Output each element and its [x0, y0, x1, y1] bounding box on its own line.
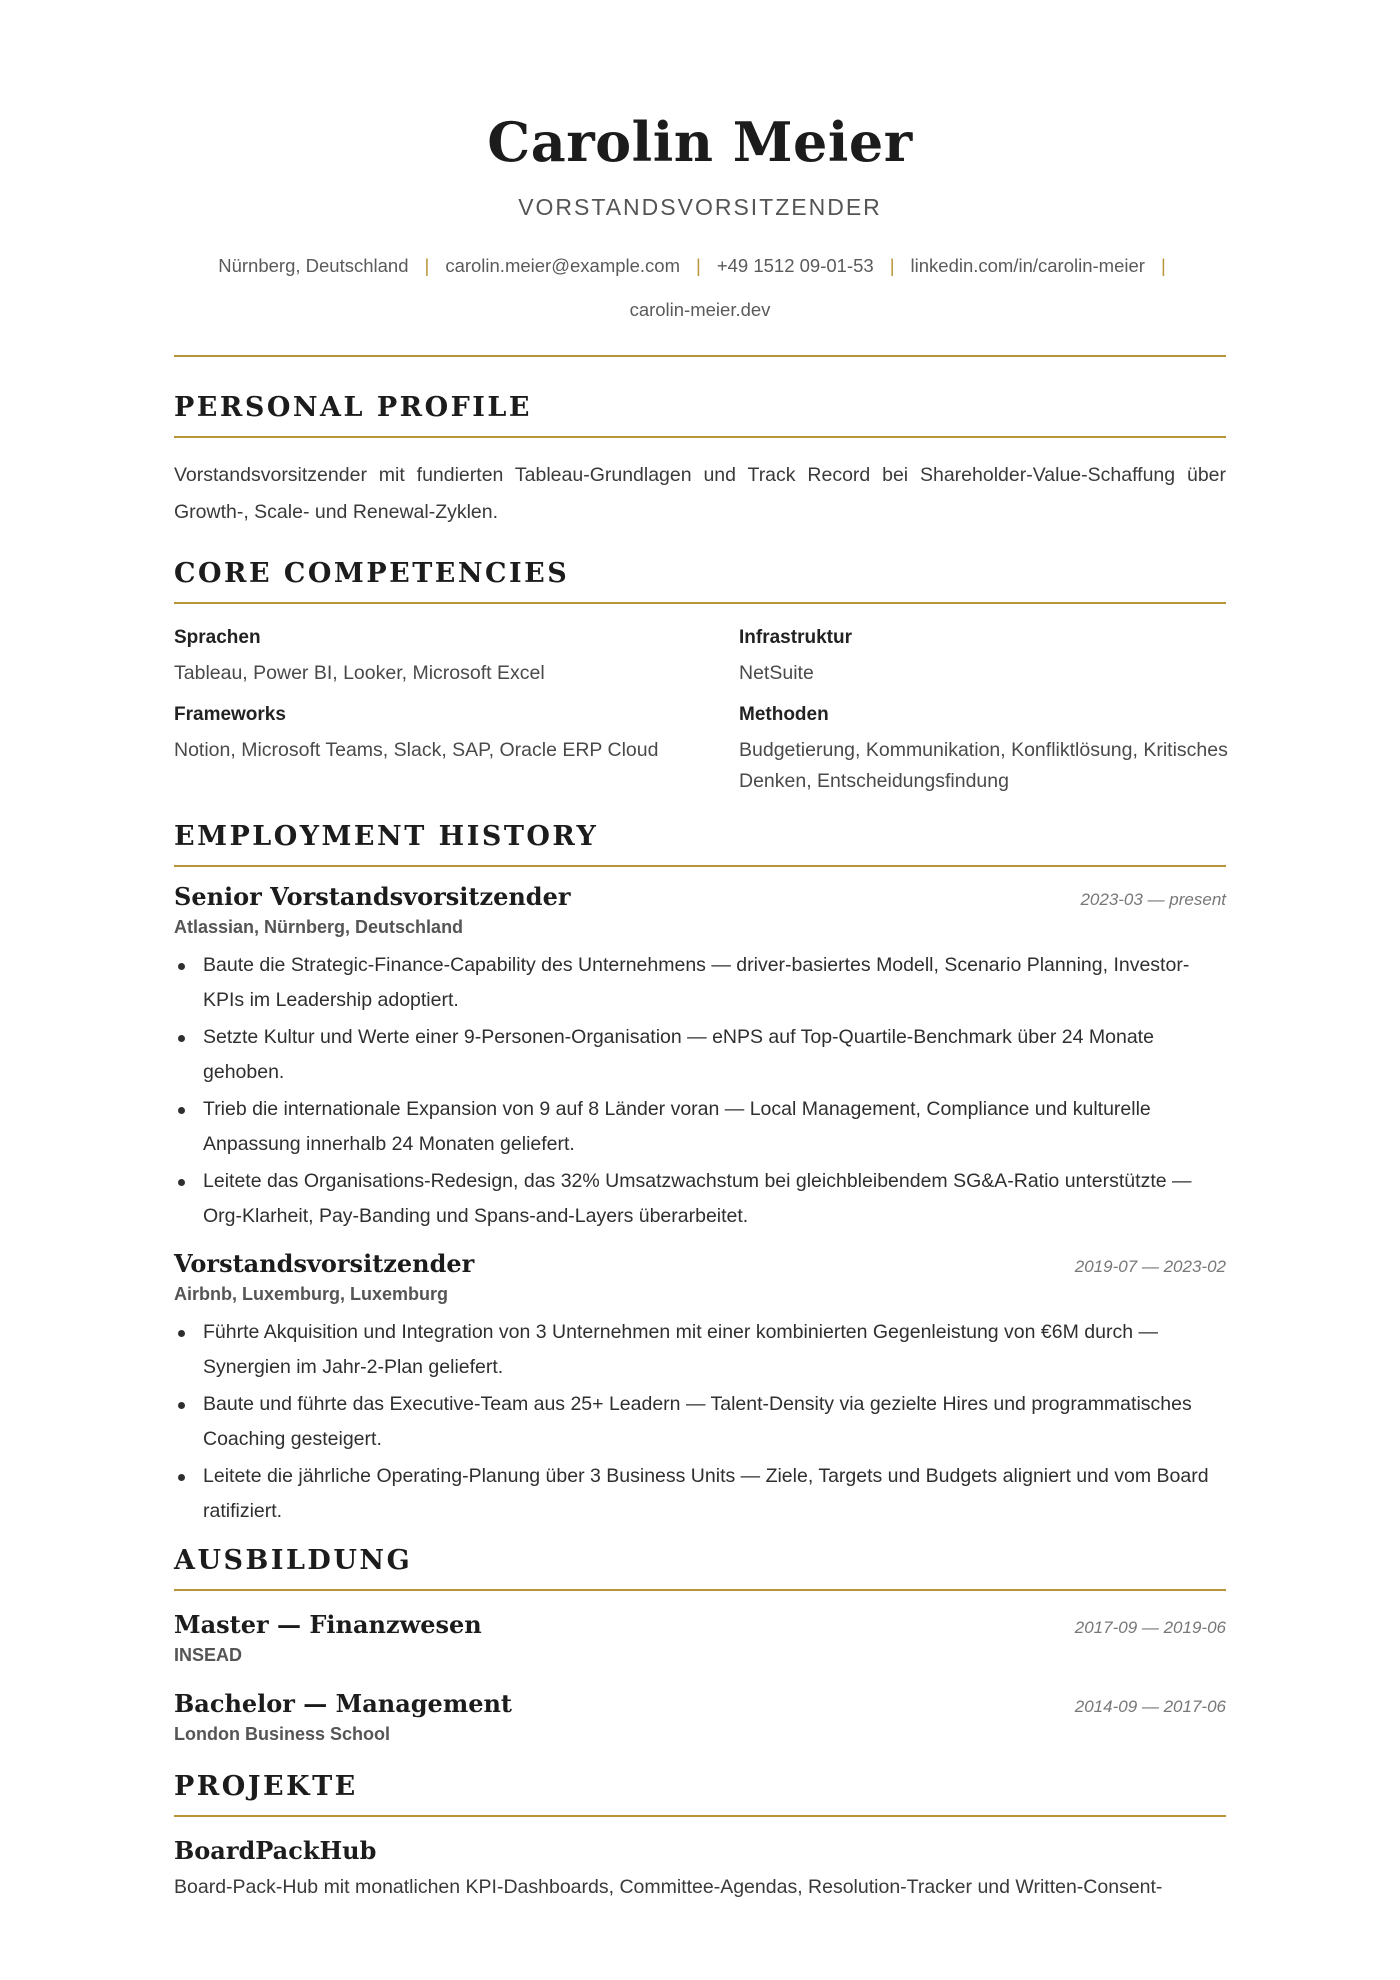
education-school: INSEAD: [174, 1645, 243, 1665]
job-bullets: [174, 948, 1226, 1234]
section-title-competencies: CORE COMPETENCIES: [174, 558, 570, 589]
competency-value: NetSuite: [739, 662, 814, 684]
employment-section: [174, 819, 1226, 1529]
competency-group-frameworks: [174, 701, 739, 797]
job-company: Airbnb, Luxemburg, Luxemburg: [174, 1284, 449, 1304]
competency-label: Sprachen: [174, 627, 261, 648]
header-divider: [174, 355, 1226, 357]
contact-separator: |: [1160, 255, 1166, 276]
competencies-grid: [174, 624, 1226, 797]
contact-website[interactable]: carolin-meier.dev: [629, 299, 771, 320]
education-entry: [174, 1688, 1226, 1747]
contact-separator: |: [424, 255, 430, 276]
job-bullet: Baute die Strategic-Finance-Capability des Unternehmens — driver-basiertes Modell, Scenario Planning, Investor-KPIs im Leadership adoptiert.: [174, 948, 1226, 1018]
job-header: [174, 1248, 1226, 1280]
job-entry: [174, 1248, 1226, 1529]
job-bullet: Trieb die internationale Expansion von 9 auf 8 Länder voran — Local Management, Compliance und kulturelle Anpassung innerhalb 24 Monaten geliefert.: [174, 1092, 1226, 1162]
job-header: [174, 881, 1226, 913]
education-header: [174, 1609, 1226, 1641]
competency-label: Methoden: [739, 704, 829, 725]
job-date: 2023-03 — present: [1080, 890, 1226, 909]
contact-location: Nürnberg, Deutschland: [218, 255, 409, 276]
education-date: 2017-09 — 2019-06: [1074, 1618, 1226, 1637]
projects-section: [174, 1769, 1226, 1904]
competency-value: Budgetierung, Kommunikation, Konfliktlösung, Kritisches Denken, Entscheidungsfindung: [739, 739, 1228, 792]
competency-group-infrastruktur: [739, 624, 1239, 689]
job-bullets: [174, 1315, 1226, 1529]
project-description: Board-Pack-Hub mit monatlichen KPI-Dashboards, Committee-Agendas, Resolution-Tracker und Written-Consent-: [174, 1876, 1163, 1898]
competency-group-sprachen: [174, 624, 739, 689]
competency-value: Tableau, Power BI, Looker, Microsoft Excel: [174, 662, 545, 684]
education-degree: Bachelor — Management: [174, 1689, 513, 1718]
section-title-projects: PROJEKTE: [174, 1771, 358, 1802]
job-title: Vorstandsvorsitzender: [174, 1249, 475, 1278]
candidate-role: VORSTANDSVORSITZENDER: [518, 194, 882, 220]
contact-email[interactable]: carolin.meier@example.com: [445, 255, 681, 276]
competency-group-methoden: [739, 701, 1239, 797]
job-title: Senior Vorstandsvorsitzender: [174, 882, 571, 911]
job-company: Atlassian, Nürnberg, Deutschland: [174, 917, 464, 937]
job-bullet: Leitete die jährliche Operating-Planung über 3 Business Units — Ziele, Targets und Budgets aligniert und vom Board ratifiziert.: [174, 1459, 1226, 1529]
section-divider: [174, 1589, 1226, 1591]
competency-label: Frameworks: [174, 704, 286, 725]
competency-label: Infrastruktur: [739, 627, 852, 648]
project-entry: [174, 1835, 1226, 1904]
job-date: 2019-07 — 2023-02: [1074, 1257, 1226, 1276]
job-bullet: Baute und führte das Executive-Team aus 25+ Leadern — Talent-Density via gezielte Hires und programmatisches Coaching gesteigert.: [174, 1387, 1226, 1457]
job-bullet: Führte Akquisition und Integration von 3 Unternehmen mit einer kombinierten Gegenleistung von €6M durch — Synergien im Jahr-2-Plan geliefert.: [174, 1315, 1226, 1385]
section-title-employment: EMPLOYMENT HISTORY: [174, 821, 599, 852]
job-bullet: Leitete das Organisations-Redesign, das 32% Umsatzwachstum bei gleichbleibendem SG&A-Ratio unterstützte — Org-Klarheit, Pay-Banding und Spans-and-Layers überarbeitet.: [174, 1164, 1226, 1234]
contact-phone[interactable]: +49 1512 09-01-53: [716, 255, 874, 276]
job-bullet: Setzte Kultur und Werte einer 9-Personen-Organisation — eNPS auf Top-Quartile-Benchmark über 24 Monate gehoben.: [174, 1020, 1226, 1090]
contact-linkedin[interactable]: linkedin.com/in/carolin-meier: [910, 255, 1145, 276]
education-section: [174, 1543, 1226, 1747]
education-entry: [174, 1609, 1226, 1668]
section-title-education: AUSBILDUNG: [174, 1545, 413, 1576]
section-divider: [174, 1815, 1226, 1817]
job-entry: [174, 881, 1226, 1234]
resume-header: [174, 0, 1226, 357]
education-degree: Master — Finanzwesen: [174, 1610, 482, 1639]
competencies-section: [174, 556, 1226, 797]
education-header: [174, 1688, 1226, 1720]
section-divider: [174, 436, 1226, 438]
education-date: 2014-09 — 2017-06: [1074, 1697, 1226, 1716]
project-title: BoardPackHub: [174, 1836, 377, 1865]
section-divider: [174, 602, 1226, 604]
contact-separator: |: [889, 255, 895, 276]
profile-section: [174, 390, 1226, 531]
section-title-profile: PERSONAL PROFILE: [174, 392, 532, 423]
profile-text: Vorstandsvorsitzender mit fundierten Tableau-Grundlagen und Track Record bei Shareholder-Value-Schaffung über Growth-, Scale- und Renewal-Zyklen.: [174, 464, 1226, 523]
contact-separator: |: [696, 255, 701, 276]
competency-value: Notion, Microsoft Teams, Slack, SAP, Oracle ERP Cloud: [174, 739, 659, 761]
candidate-name: Carolin Meier: [487, 110, 913, 174]
section-divider: [174, 865, 1226, 867]
education-school: London Business School: [174, 1724, 391, 1744]
contact-line: [174, 244, 1226, 332]
